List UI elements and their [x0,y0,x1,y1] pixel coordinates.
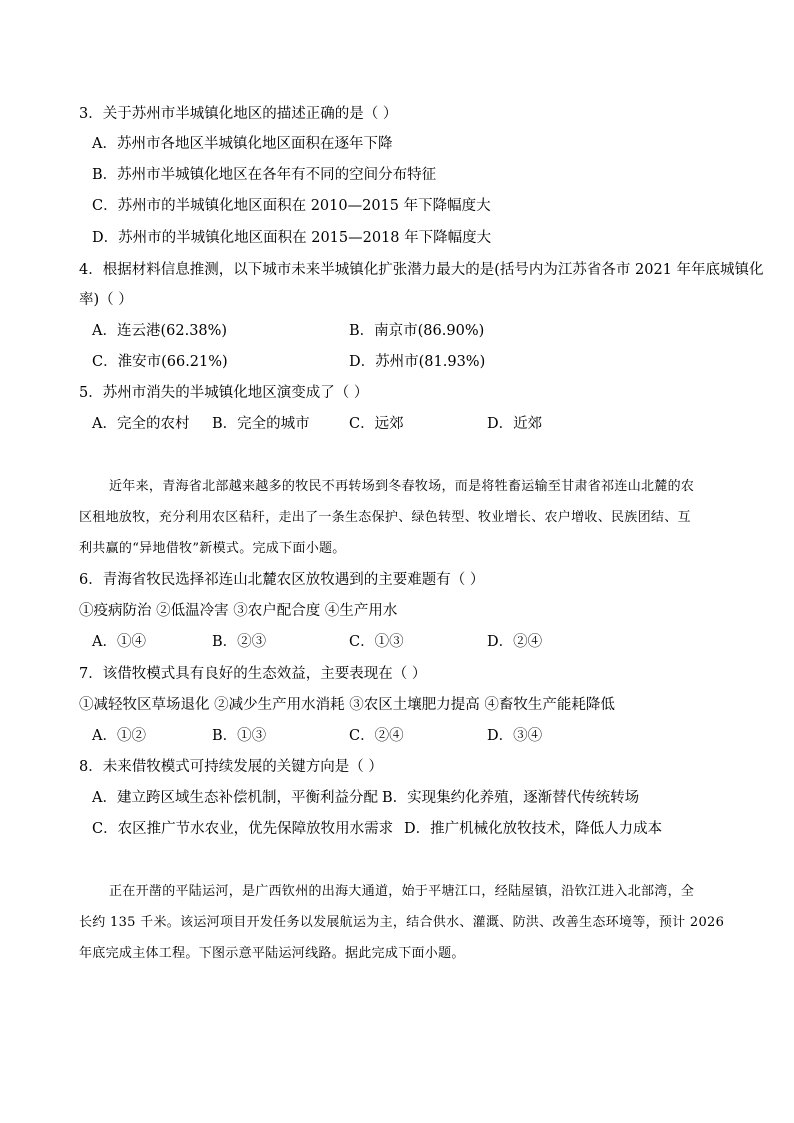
q7-option-a: A．①② [92,728,146,744]
q7-option-b: B．①③ [212,728,267,744]
q6-option-d: D．②④ [487,634,543,650]
q8-option-c: C．农区推广节水农业，优先保障放牧用水需求 [92,821,394,837]
q7-option-c: C．②④ [349,728,404,744]
q8-option-d: D．推广机械化放牧技术，降低人力成本 [404,821,663,837]
q5-option-c: C．远郊 [349,416,404,432]
q5-option-b: B．完全的城市 [212,416,310,432]
passage1-line1: 近年来，青海省北部越来越多的牧民不再转场到冬春牧场，而是将牲畜运输至甘肃省祁连山北麓的农 [109,479,695,494]
passage2-line1: 正在开凿的平陆运河，是广西钦州的出海大通道，始于平塘江口，经陆屋镇，沿钦江进入北部湾，全 [109,884,695,899]
q7-items: ①减轻牧区草场退化 ②减少生产用水消耗 ③农区土壤肥力提高 ④畜牧生产能耗降低 [79,697,615,713]
q4-stem-line2: 率)（ ） [79,292,133,308]
q4-stem-line1: 4．根据材料信息推测，以下城市未来半城镇化扩张潜力最大的是(括号内为江苏省各市 2021 年年底城镇化 [79,262,764,278]
q6-option-c: C．①③ [349,634,404,650]
q4-option-d: D．苏州市(81.93%) [349,354,486,370]
q4-option-b: B．南京市(86.90%) [349,323,485,339]
passage2-line2: 长约 135 千米。该运河项目开发任务以发展航运为主，结合供水、灌溉、防洪、改善生态环境等，预计 2026 [79,915,725,930]
q3-option-b: B．苏州市半城镇化地区在各年有不同的空间分布特征 [92,167,437,183]
q8-option-b: B．实现集约化养殖，逐渐替代传统转场 [382,790,640,806]
q8-stem: 8．未来借牧模式可持续发展的关键方向是（ ） [79,759,383,775]
q5-stem: 5．苏州市消失的半城镇化地区演变成了（ ） [79,385,369,401]
passage1-line2: 区租地放牧，充分利用农区秸秆，走出了一条生态保护、绿色转型、牧业增长、农户增收、民族团结、互 [79,510,691,525]
q3-stem: 3．关于苏州市半城镇化地区的描述正确的是（ ） [79,106,398,122]
q5-option-a: A．完全的农村 [92,416,190,432]
q6-option-a: A．①④ [92,634,146,650]
q6-stem: 6．青海省牧民选择祁连山北麓农区放牧遇到的主要难题有（ ） [79,572,485,588]
q4-option-a: A．连云港(62.38%) [92,323,228,339]
passage2-line3: 年底完成主体工程。下图示意平陆运河线路。据此完成下面小题。 [79,946,465,961]
q6-items: ①疫病防治 ②低温冷害 ③农户配合度 ④生产用水 [79,603,398,619]
q7-stem: 7．该借牧模式具有良好的生态效益，主要表现在（ ） [79,666,427,682]
q8-option-a: A．建立跨区域生态补偿机制，平衡利益分配 [92,790,378,806]
q3-option-a: A．苏州市各地区半城镇化地区面积在逐年下降 [92,136,393,152]
q3-option-d: D．苏州市的半城镇化地区面积在 2015—2018 年下降幅度大 [92,230,492,246]
q7-option-d: D．③④ [487,728,543,744]
q4-option-c: C．淮安市(66.21%) [92,354,228,370]
q5-option-d: D．近郊 [487,416,543,432]
q3-option-c: C．苏州市的半城镇化地区面积在 2010—2015 年下降幅度大 [92,198,491,214]
passage1-line3: 利共赢的“异地借牧”新模式。完成下面小题。 [79,541,346,556]
q6-option-b: B．②③ [212,634,267,650]
